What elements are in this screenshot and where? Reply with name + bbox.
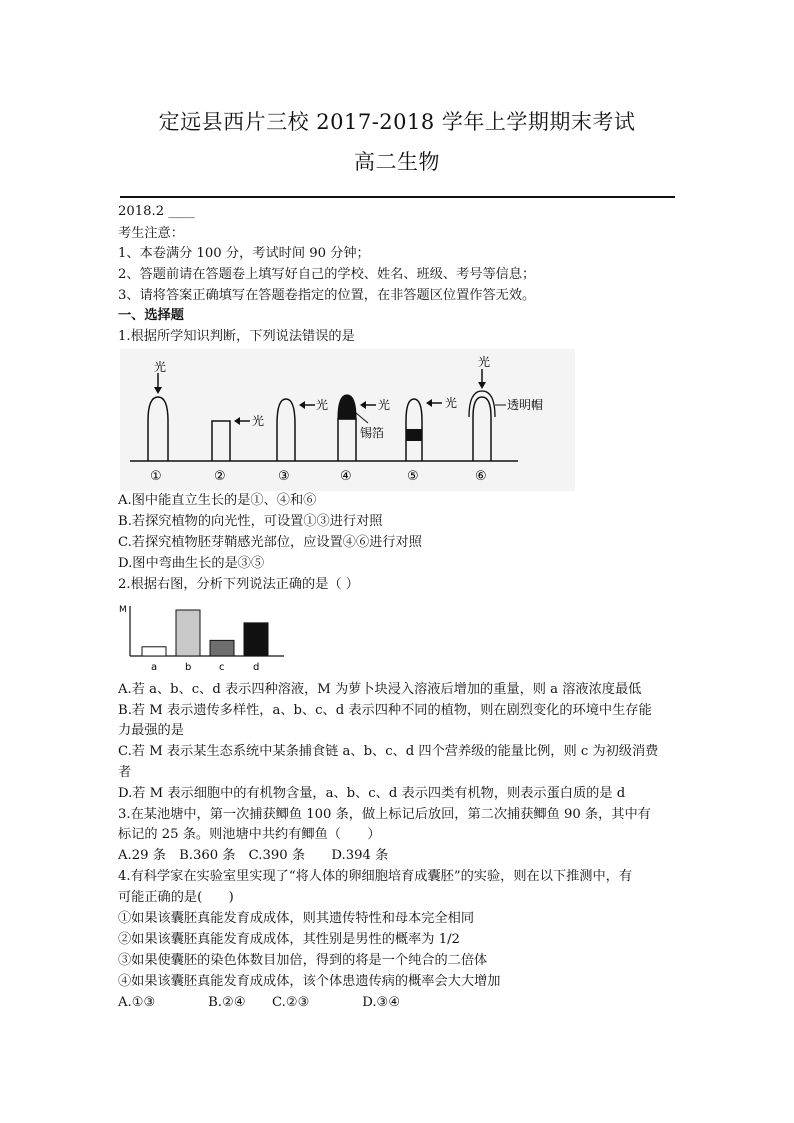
light-label-3: 光 xyxy=(316,398,329,412)
q4-statement-1: ①如果该囊胚真能发育成成体，则其遗传特性和母本完全相同 xyxy=(118,911,475,926)
exam-subject: 高二生物 xyxy=(354,150,440,174)
q1-option-d: D.图中弯曲生长的是③⑤ xyxy=(118,556,265,571)
cap-label: 透明帽 xyxy=(507,398,544,412)
light-label-1: 光 xyxy=(154,360,167,374)
figure-number-3: ③ xyxy=(278,469,290,484)
light-label-5: 光 xyxy=(445,396,458,410)
tick-label-a: a xyxy=(151,662,158,673)
foil-label: 锡箔 xyxy=(360,426,385,440)
tick-label-c: c xyxy=(219,662,225,673)
notice-item-3: 3、请将答案正确填写在答题卷指定的位置，在非答题区位置作答无效。 xyxy=(118,288,536,303)
q1-option-a: A.图中能直立生长的是①、④和⑥ xyxy=(118,493,317,508)
q4-statement-2: ②如果该囊胚真能发育成成体，其性别是男性的概率为 1/2 xyxy=(118,932,460,947)
q2-option-c-cont: 者 xyxy=(118,765,132,780)
tick-label-b: b xyxy=(185,662,192,673)
q4-options: A.①③ B.②④ C.②③ D.③④ xyxy=(118,995,401,1010)
header-rule xyxy=(120,196,675,198)
tick-label-d: d xyxy=(253,662,260,673)
q2-stem: 2.根据右图，分析下列说法正确的是（ ） xyxy=(118,577,359,592)
notice-heading: 考生注意： xyxy=(118,226,184,241)
notice-item-2: 2、答题前请在答题卷上填写好自己的学校、姓名、班级、考号等信息； xyxy=(118,267,536,282)
q3-stem-line-1: 3.在某池塘中，第一次捕获鲫鱼 100 条，做上标记后放回，第二次捕获鲫鱼 90 条，其中有 xyxy=(118,807,651,822)
q2-option-b-cont: 力最强的是 xyxy=(118,723,184,738)
q1-option-c: C.若探究植物胚芽鞘感光部位，应设置④⑥进行对照 xyxy=(118,535,422,550)
figure-number-4: ④ xyxy=(340,469,352,484)
figure-number-1: ① xyxy=(150,469,162,484)
light-label-4: 光 xyxy=(378,398,391,412)
bar-b xyxy=(176,610,200,656)
exam-date: 2018.2 ____ xyxy=(118,204,195,219)
q2-option-a: A.若 a、b、c、d 表示四种溶液，M 为萝卜块浸入溶液后增加的重量，则 a 溶液浓度最低 xyxy=(118,682,642,697)
q4-statement-4: ④如果该囊胚真能发育成成体，该个体患遗传病的概率会大大增加 xyxy=(118,974,501,989)
figure-number-2: ② xyxy=(214,469,226,484)
q2-option-c: C.若 M 表示某生态系统中某条捕食链 a、b、c、d 四个营养级的能量比例，则 c 为初级消费 xyxy=(118,744,659,759)
q1-stem: 1.根据所学知识判断，下列说法错误的是 xyxy=(118,329,355,344)
exam-title: 定远县西片三校 2017-2018 学年上学期期末考试 xyxy=(158,110,636,134)
bar-c xyxy=(210,640,234,656)
bar-d xyxy=(244,623,268,656)
light-label-6: 光 xyxy=(478,355,491,369)
figure-number-6: ⑥ xyxy=(475,469,487,484)
q4-stem-line-2: 可能正确的是( ) xyxy=(118,890,234,905)
bar-a xyxy=(142,647,166,656)
q2-option-b: B.若 M 表示遗传多样性，a、b、c、d 表示四种不同的植物，则在剧烈变化的环境中生存能 xyxy=(118,703,652,718)
q3-stem-line-2: 标记的 25 条。则池塘中共约有鲫鱼（ ） xyxy=(118,827,381,842)
q2-bar-chart xyxy=(118,600,288,676)
q2-option-d: D.若 M 表示细胞中的有机物含量，a、b、c、d 表示四类有机物，则表示蛋白质的是 d xyxy=(118,786,626,801)
q1-option-b: B.若探究植物的向光性，可设置①③进行对照 xyxy=(118,514,383,529)
section-heading: 一、选择题 xyxy=(118,308,184,323)
figure-number-5: ⑤ xyxy=(407,469,419,484)
light-label-2: 光 xyxy=(252,414,265,428)
q3-options: A.29 条 B.360 条 C.390 条 D.394 条 xyxy=(118,848,389,863)
y-axis-label: M xyxy=(119,605,127,615)
notice-item-1: 1、本卷满分 100 分，考试时间 90 分钟； xyxy=(118,246,370,261)
q4-stem-line-1: 4.有科学家在实验室里实现了“将人体的卵细胞培育成囊胚”的实验，则在以下推测中，有 xyxy=(118,869,632,884)
q1-figure xyxy=(120,349,575,491)
q4-statement-3: ③如果使囊胚的染色体数目加倍，得到的将是一个纯合的二倍体 xyxy=(118,953,488,968)
